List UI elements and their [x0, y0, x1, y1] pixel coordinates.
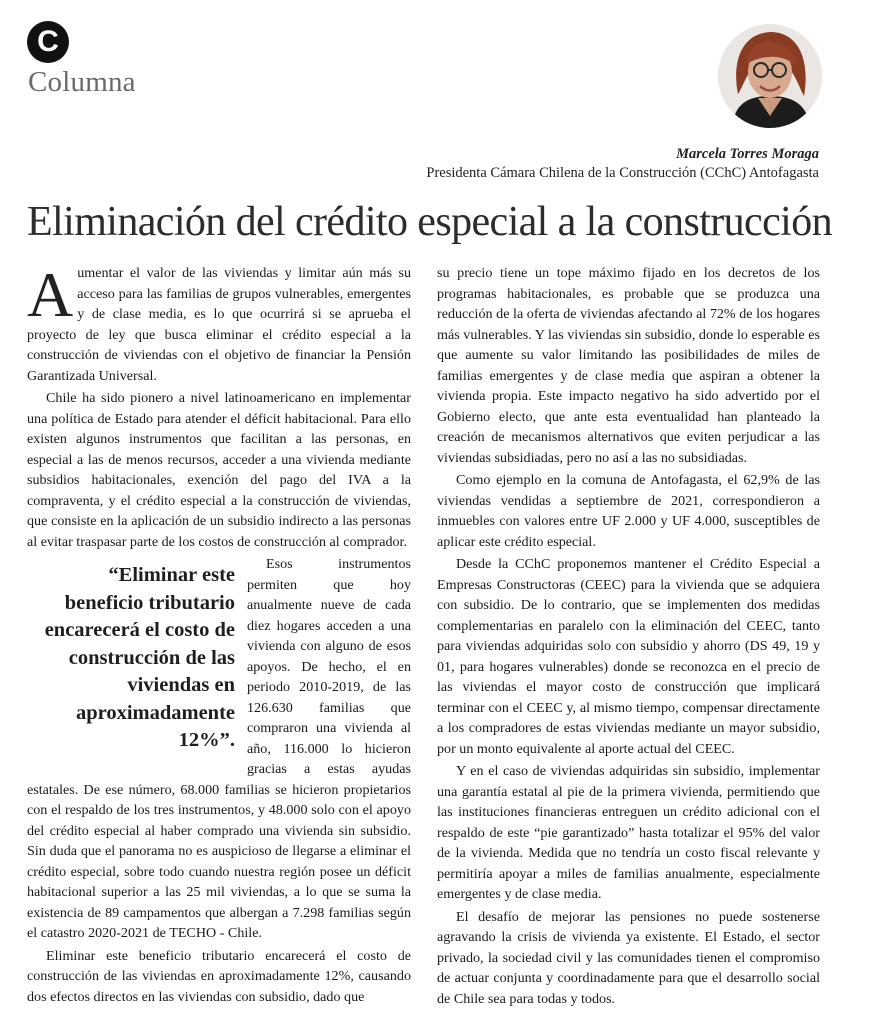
paragraph: umentar el valor de las viviendas y limitar aún más su acceso para las familias de grupos vulnerables, emergentes y de clase media, es lo que ocurrirá si se aprueba el proyecto de ley que busca eliminar el crédito especial a la construcción de viviendas con el objetivo de financiar la Pensión Garantizada Universal. — [27, 265, 411, 384]
section-label: Columna — [28, 66, 136, 98]
article-column-left — [27, 259, 411, 1009]
article-column-right — [437, 263, 820, 1011]
author-name: Marcela Torres Moraga — [676, 146, 819, 162]
paragraph: su precio tiene un tope máximo fijado en los decretos de los programas habitacionales, es probable que se produzca una reducción de la oferta de viviendas afectando al 72% de los hogares más vulnerables. Y las viviendas sin subsidio, donde lo esperable es que aumente su valor limitando las posibilidades de miles de familias emergentes y de clase media que aspiran a obtener la vivienda propia. Este impacto negativo ha sido advertido por el Gobierno electo, que ante esta eventualidad han planteado la creación de mecanismos alternativos que eviten perjudicar a las viviendas subsidiadas, pero no así a las no subsidiadas. — [437, 265, 820, 466]
article-title: Eliminación del crédito especial a la construcción — [27, 199, 832, 245]
drop-cap: A — [27, 259, 74, 330]
author-portrait-icon — [718, 24, 822, 128]
paragraph: Esos instrumentos permiten que hoy anualmente nueve de cada diez hogares acceden a una vivienda con alguno de esos apoyos. De hecho, el en periodo 2010-2019, de las 126.630 familias que compraron una vivienda al año, 116.000 lo hicieron gracias a estas ayudas estatales. De ese número, 68.000 familias se hicieron propietarios con el respaldo de los tres instrumentos, y 48.000 solo con el apoyo del crédito especial al haber comprado una vivienda sin subsidio. Sin duda que el panorama no es auspicioso de llegarse a eliminar el crédito especial, sobre todo cuando nuestra región posee un déficit habitacional superior a las 25 mil viviendas, a lo que se suma la existencia de 89 campamentos que albergan a 7.298 familias según el catastro 2020-2021 de TECHO - Chile. — [27, 556, 411, 941]
paragraph: Desde la CChC proponemos mantener el Crédito Especial a Empresas Constructoras (CEEC) para la vivienda que se adquiera con subsidio. De lo contrario, que se implementen dos medidas complementarias en paralelo con la eliminación del CEEC, tanto para viviendas adquiridas solo con subsidio y ahorro (DS 49, 19 y 01, para hogares vulnerables) donde se reconozca en el precio de las viviendas el mayor costo de construcción que implicará terminar con el CEEC y, al mismo tiempo, compensar directamente a los compradores de estas viviendas mediante un mayor subsidio, por un monto equivalente al aporte actual del CEEC. — [437, 556, 820, 757]
pull-quote: “Eliminar este beneficio tributario encarecerá el costo de construcción de las viviendas en aproximadamente 12%”. — [44, 564, 235, 751]
paragraph: El desafío de mejorar las pensiones no puede sostenerse agravando la crisis de vivienda ya existente. El Estado, el sector privado, la sociedad civil y las comunidades tienen el compromiso de actuar conjunta y coordinadamente para que el desarrollo social de Chile sea para todas y todos. — [437, 908, 820, 1007]
paragraph: Como ejemplo en la comuna de Antofagasta, el 62,9% de las viviendas vendidas a septiembre de 2021, correspondieron a inmuebles con valores entre UF 2.000 y UF 4.000, susceptibles de aplicar este crédito especial. — [437, 472, 820, 550]
paragraph: Y en el caso de viviendas adquiridas sin subsidio, implementar una garantía estatal al pie de la primera vivienda, permitiendo que las instituciones financieras entreguen un crédito adicional con el respaldo de este “pie garantizado” hasta totalizar el 95% del valor de la vivienda. Medida que no tendría un costo fiscal relevante y permitiría apoyar a miles de familias anualmente, especialmente emergentes y de clase media. — [437, 763, 820, 902]
paragraph: Chile ha sido pionero a nivel latinoamericano en implementar una política de Estado para atender el déficit habitacional. Para ello existen algunos instrumentos que facilitan a las personas, en especial a las de menos recursos, acceder a una vivienda mediante subsidios habitacionales, exención del pago del IVA a la compraventa, y el crédito especial a la construcción de viviendas, que consiste en la aplicación de un subsidio indirecto a las personas al evitar traspasar parte de los costos de construcción al comprador. — [27, 390, 411, 550]
paragraph: Eliminar este beneficio tributario encarecerá el costo de construcción de las viviendas en aproximadamente 12%, causando dos efectos directos en las viviendas con subsidio, dado que — [27, 947, 411, 1005]
author-role: Presidenta Cámara Chilena de la Construcción (CChC) Antofagasta — [426, 165, 819, 181]
section-badge: C — [27, 21, 69, 63]
